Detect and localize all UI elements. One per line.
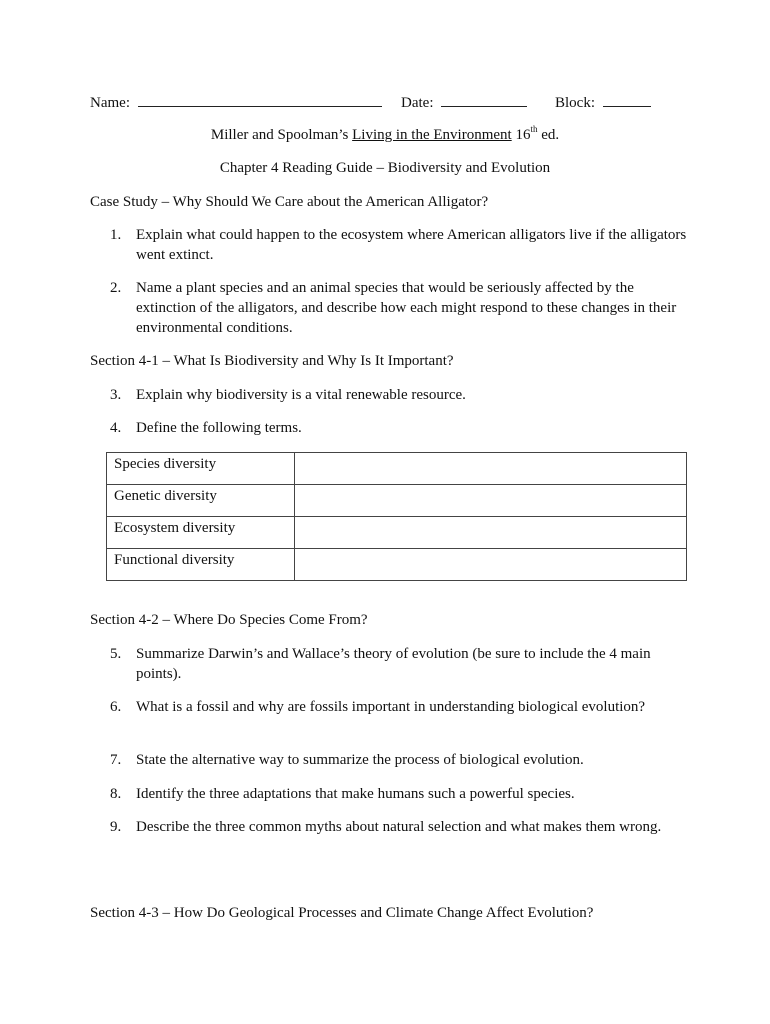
section-heading: Section 4-3 – How Do Geological Processes and Climate Change Affect Evolution? (90, 905, 594, 921)
question-text: Explain why biodiversity is a vital renewable resource. (136, 387, 466, 403)
term-label: Ecosystem diversity (107, 517, 295, 549)
block-field[interactable] (555, 92, 651, 113)
definition-cell[interactable] (295, 453, 687, 485)
question-text: Describe the three common myths about natural selection and what makes them wrong. (136, 819, 662, 835)
question-text: Name a plant species and an animal species that would be seriously affected by the extinction of the alligators, and describe how each might respond to these changes in their environmental conditions. (136, 280, 677, 336)
table-row (107, 517, 687, 549)
term-label: Species diversity (107, 453, 295, 485)
question-text: What is a fossil and why are fossils important in understanding biological evolution? (136, 699, 646, 715)
section-heading: Section 4-1 – What Is Biodiversity and Why Is It Important? (90, 353, 454, 369)
question-number: 7. (110, 752, 122, 768)
question-text: Identify the three adaptations that make humans such a powerful species. (136, 786, 575, 802)
date-label: Date: (401, 95, 434, 111)
term-label: Genetic diversity (107, 485, 295, 517)
question-text: Explain what could happen to the ecosystem where American alligators live if the alligators went extinct. (136, 227, 687, 263)
section-heading: Section 4-2 – Where Do Species Come From? (90, 612, 368, 628)
book-title (0, 125, 770, 145)
table-row (107, 453, 687, 485)
block-blank[interactable] (603, 92, 651, 107)
book-name: Living in the Environment (352, 127, 512, 143)
question-number: 2. (110, 280, 122, 296)
table-row (107, 485, 687, 517)
question-number: 1. (110, 227, 122, 243)
question-number: 9. (110, 819, 122, 835)
date-blank[interactable] (441, 92, 527, 107)
name-blank[interactable] (138, 92, 382, 107)
definition-cell[interactable] (295, 485, 687, 517)
block-label: Block: (555, 95, 595, 111)
book-edition: 16th (515, 124, 538, 143)
question-text: Summarize Darwin’s and Wallace’s theory of evolution (be sure to include the 4 main points). (136, 646, 651, 682)
section-heading: Case Study – Why Should We Care about the American Alligator? (90, 194, 489, 210)
question-number: 4. (110, 420, 122, 436)
name-field[interactable] (90, 92, 382, 113)
question-text: State the alternative way to summarize the process of biological evolution. (136, 752, 584, 768)
definition-cell[interactable] (295, 549, 687, 581)
date-field[interactable] (401, 92, 527, 113)
question-number: 3. (110, 387, 122, 403)
chapter-title: Chapter 4 Reading Guide – Biodiversity and Evolution (219, 160, 551, 176)
name-label: Name: (90, 95, 130, 111)
question-number: 8. (110, 786, 122, 802)
question-number: 5. (110, 646, 122, 662)
table-row (107, 549, 687, 581)
book-edition-suffix: ed. (541, 127, 560, 143)
question-number: 6. (110, 699, 122, 715)
book-authors: Miller and Spoolman’s (210, 127, 349, 143)
definition-cell[interactable] (295, 517, 687, 549)
question-text: Define the following terms. (136, 420, 302, 436)
terms-table (106, 452, 687, 581)
term-label: Functional diversity (107, 549, 295, 581)
